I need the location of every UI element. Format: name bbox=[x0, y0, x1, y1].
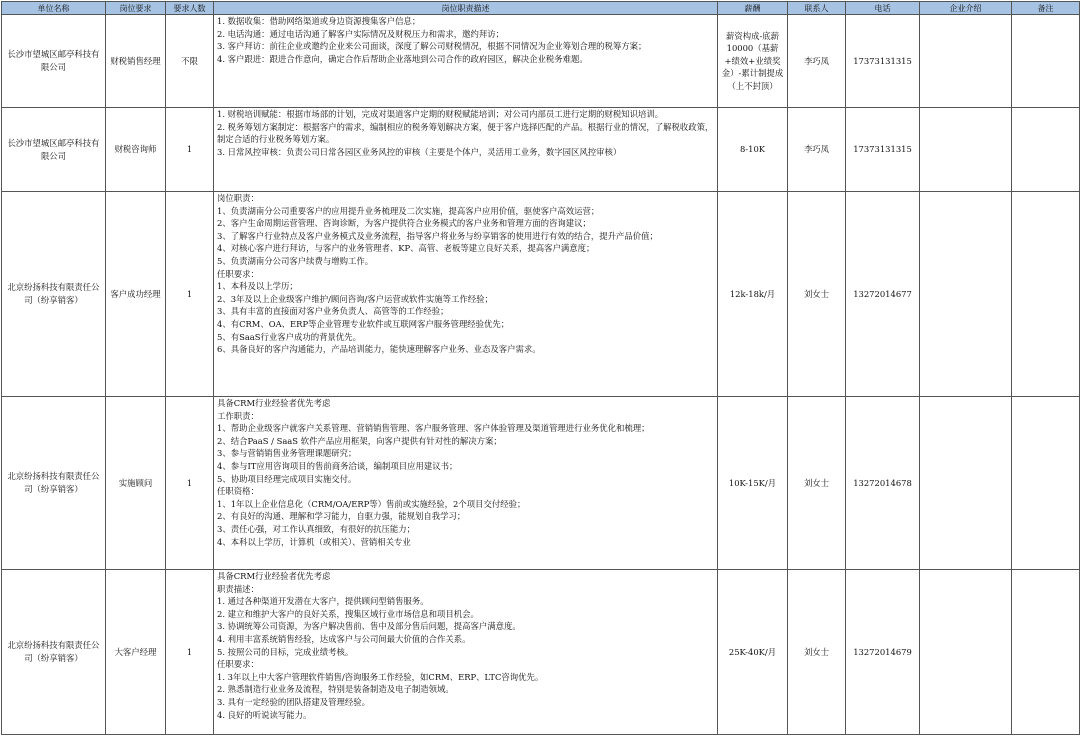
count-cell: 不限 bbox=[166, 15, 214, 108]
company-cell: 北京纷扬科技有限责任公司（纷享销客） bbox=[2, 192, 106, 397]
count-cell: 1 bbox=[166, 397, 214, 570]
company-cell: 长沙市望城区邮亭科技有限公司 bbox=[2, 15, 106, 108]
position-cell: 客户成功经理 bbox=[106, 192, 166, 397]
description-line: 3. 客户拜访：前往企业或邀约企业来公司面谈，深度了解公司财税情况，根据不同情况为企业筹划合理的税筹方案； bbox=[217, 41, 647, 52]
remark-cell bbox=[1012, 570, 1080, 735]
contact-cell: 刘女士 bbox=[788, 570, 846, 735]
contact-cell: 李巧凤 bbox=[788, 108, 846, 192]
header-count: 要求人数 bbox=[166, 2, 214, 15]
header-salary: 薪酬 bbox=[718, 2, 788, 15]
remark-cell bbox=[1012, 108, 1080, 192]
description-line: 4、对核心客户进行拜访，与客户的业务管理者、KP、高管、老板等建立良好关系，提高客户满意度； bbox=[217, 243, 595, 254]
description-line: 3、责任心强，对工作认真细致，有很好的抗压能力； bbox=[217, 523, 415, 534]
intro-cell bbox=[920, 192, 1012, 397]
header-contact: 联系人 bbox=[788, 2, 846, 15]
header-remark: 备注 bbox=[1012, 2, 1080, 15]
phone-cell: 13272014679 bbox=[846, 570, 920, 735]
salary-cell: 12k-18k/月 bbox=[718, 192, 788, 397]
phone-cell: 17373131315 bbox=[846, 108, 920, 192]
position-cell: 财税销售经理 bbox=[106, 15, 166, 108]
description-line: 3. 日常风控审核：负责公司日常各园区业务风控的审核（主要是个体户，灵活用工业务，数字园区风控审核） bbox=[217, 146, 622, 157]
description-cell bbox=[214, 192, 718, 397]
phone-cell: 17373131315 bbox=[846, 15, 920, 108]
remark-cell bbox=[1012, 397, 1080, 570]
job-listing-table bbox=[1, 1, 1080, 735]
description-line: 2、结合PaaS / SaaS 软件产品应用框架，向客户提供有针对性的解决方案； bbox=[217, 435, 502, 446]
intro-cell bbox=[920, 397, 1012, 570]
description-line: 工作职责： bbox=[217, 410, 259, 421]
description-line: 3、具有丰富的直接面对客户业务负责人、高管等的工作经验； bbox=[217, 306, 449, 317]
salary-cell: 10K-15K/月 bbox=[718, 397, 788, 570]
description-line: 1. 通过各种渠道开发潜在大客户，提供顾问型销售服务。 bbox=[217, 596, 429, 607]
description-line: 1. 财税培训赋能：根据市场部的计划，完成对渠道客户定期的财税赋能培训；对公司内部员工进行定期的财税知识培训。 bbox=[217, 109, 664, 119]
description-line: 1. 3年以上中大客户管理软件销售/咨询服务工作经验，如CRM、ERP、LTC咨询优先。 bbox=[217, 671, 544, 682]
header-phone: 电话 bbox=[846, 2, 920, 15]
description-line: 2. 建立和维护大客户的良好关系，搜集区域行业市场信息和项目机会。 bbox=[217, 608, 479, 619]
description-line: 2. 税务筹划方案制定：根据客户的需求，编制相应的税务筹划解决方案，便于客户选择匹配的产品。根据行业的情况，了解税收政策，制定合适的行业税务筹划方案。 bbox=[217, 121, 714, 145]
header-company: 单位名称 bbox=[2, 2, 106, 15]
header-row bbox=[2, 2, 1080, 15]
contact-cell: 刘女士 bbox=[788, 397, 846, 570]
description-line: 1、1年以上企业信息化（CRM/OA/ERP等）售前或实施经验，2个项目交付经验； bbox=[217, 498, 526, 509]
description-line: 5. 按照公司的目标，完成业绩考核。 bbox=[217, 646, 354, 657]
description-line: 2、有良好的沟通、理解和学习能力，自驱力强，能规划自我学习； bbox=[217, 511, 466, 522]
description-line: 4、参与IT应用咨询项目的售前商务洽谈，编制项目应用建议书； bbox=[217, 460, 458, 471]
position-cell: 大客户经理 bbox=[106, 570, 166, 735]
header-intro: 企业介绍 bbox=[920, 2, 1012, 15]
company-cell: 北京纷扬科技有限责任公司（纷享销客） bbox=[2, 570, 106, 735]
position-cell: 财税咨询师 bbox=[106, 108, 166, 192]
phone-cell: 13272014678 bbox=[846, 397, 920, 570]
company-cell: 北京纷扬科技有限责任公司（纷享销客） bbox=[2, 397, 106, 570]
description-line: 2、3年及以上企业级客户维护/顾问咨询/客户运营或软件实施等工作经验； bbox=[217, 293, 493, 304]
table-row bbox=[2, 192, 1080, 397]
description-line: 2. 电话沟通：通过电话沟通了解客户实际情况及财税压力和需求，邀约拜访； bbox=[217, 28, 505, 39]
description-line: 5、有SaaS行业客户成功的背景优先。 bbox=[217, 331, 362, 342]
description-line: 3、了解客户行业特点及客户业务模式及业务流程，指导客户将业务与纷享销客的使用进行有效的结合，提升产品价值； bbox=[217, 230, 658, 241]
description-line: 1. 数据收集：借助网络渠道或身边资源搜集客户信息； bbox=[217, 16, 421, 26]
description-line: 6、具备良好的客户沟通能力，产品培训能力，能快速理解客户业务、业态及客户需求。 bbox=[217, 344, 541, 355]
phone-cell: 13272014677 bbox=[846, 192, 920, 397]
description-line: 职责描述： bbox=[217, 583, 259, 594]
description-line: 4. 客户跟进：跟进合作意向，确定合作后帮助企业落地到公司合作的政府园区，解决企业税务难题。 bbox=[217, 53, 588, 64]
description-line: 5、负责湖南分公司客户续费与增购工作。 bbox=[217, 255, 374, 266]
contact-cell: 刘女士 bbox=[788, 192, 846, 397]
description-line: 具备CRM行业经验者优先考虑 bbox=[217, 571, 331, 581]
description-line: 1、负责湖南分公司重要客户的应用提升业务梳理及二次实施，提高客户应用价值，驱使客户高效运营； bbox=[217, 205, 600, 216]
description-line: 4、有CRM、OA、ERP等企业管理专业软件或互联网客户服务管理经验优先； bbox=[217, 318, 510, 329]
description-line: 2、客户生命周期运营管理、咨询诊断，为客户提供符合业务模式的客户业务和管理方面的咨询建议； bbox=[217, 218, 591, 229]
count-cell: 1 bbox=[166, 108, 214, 192]
table-row bbox=[2, 397, 1080, 570]
description-line: 5、协助项目经理完成项目实施交付。 bbox=[217, 473, 357, 484]
description-line: 1、帮助企业级客户就客户关系管理、营销销售管理、客户服务管理、客户体验管理及渠道管理进行业务优化和梳理； bbox=[217, 423, 650, 434]
description-cell bbox=[214, 397, 718, 570]
intro-cell bbox=[920, 108, 1012, 192]
description-line: 2. 熟悉制造行业业务及流程，特别是装备制造及电子制造领域。 bbox=[217, 684, 454, 695]
description-line: 4. 良好的听说读写能力。 bbox=[217, 709, 312, 720]
description-line: 3. 协调统筹公司资源，为客户解决售前、售中及部分售后问题，提高客户满意度。 bbox=[217, 621, 521, 632]
company-cell: 长沙市望城区邮亭科技有限公司 bbox=[2, 108, 106, 192]
description-cell bbox=[214, 570, 718, 735]
description-line: 任职要求： bbox=[217, 659, 259, 670]
description-cell bbox=[214, 15, 718, 108]
description-line: 4. 利用丰富系统销售经验，达成客户与公司间最大价值的合作关系。 bbox=[217, 633, 471, 644]
count-cell: 1 bbox=[166, 570, 214, 735]
description-line: 1、本科及以上学历； bbox=[217, 281, 298, 292]
remark-cell bbox=[1012, 15, 1080, 108]
table-row bbox=[2, 570, 1080, 735]
intro-cell bbox=[920, 15, 1012, 108]
table-row bbox=[2, 108, 1080, 192]
description-line: 具备CRM行业经验者优先考虑 bbox=[217, 398, 331, 408]
description-cell bbox=[214, 108, 718, 192]
salary-cell: 薪资构成-底薪10000（基薪+绩效+业绩奖金）-累计制提成（上不封顶） bbox=[718, 15, 788, 108]
remark-cell bbox=[1012, 192, 1080, 397]
contact-cell: 李巧凤 bbox=[788, 15, 846, 108]
count-cell: 1 bbox=[166, 192, 214, 397]
description-line: 岗位职责： bbox=[217, 193, 259, 203]
description-line: 任职要求： bbox=[217, 268, 259, 279]
table-row bbox=[2, 15, 1080, 108]
salary-cell: 25K-40K/月 bbox=[718, 570, 788, 735]
header-description: 岗位职责描述 bbox=[214, 2, 718, 15]
description-line: 4、本科以上学历，计算机（或相关）、营销相关专业 bbox=[217, 536, 411, 547]
salary-cell: 8-10K bbox=[718, 108, 788, 192]
position-cell: 实施顾问 bbox=[106, 397, 166, 570]
intro-cell bbox=[920, 570, 1012, 735]
header-position: 岗位要求 bbox=[106, 2, 166, 15]
description-line: 3. 具有一定经验的团队搭建及管理经验。 bbox=[217, 696, 371, 707]
description-line: 任职资格： bbox=[217, 486, 259, 497]
description-line: 3、参与营销销售业务管理课题研究； bbox=[217, 448, 357, 459]
